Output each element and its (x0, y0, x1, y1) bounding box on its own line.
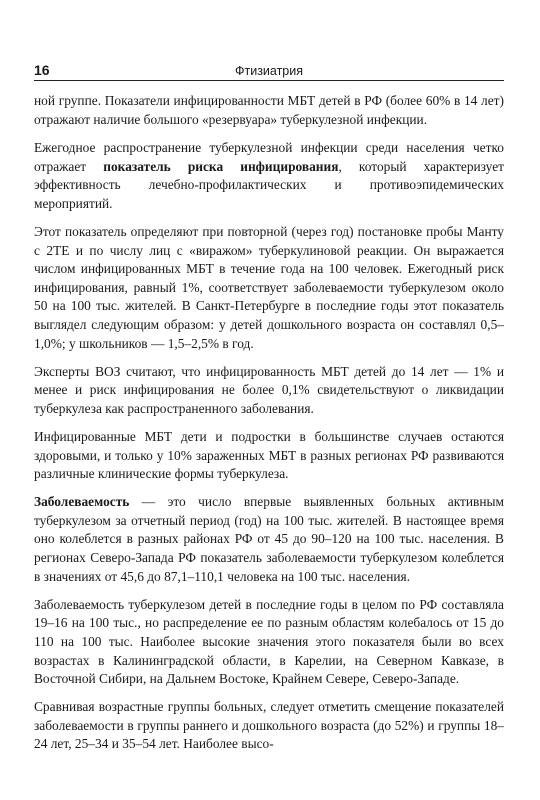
key-term-incidence: Заболеваемость (34, 494, 130, 510)
paragraph-text: , который характеризует эффективность лечебно-профилактических и противоэпидемических мероприятий. (34, 158, 504, 211)
paragraph-mantoux-test: Этот показатель определяют при повторной (через год) постановке пробы Манту с 2ТЕ и по числу лиц с «виражом» туберкулиновой реакции. Он выражается числом инфицированных МБТ в течение года на 100 человек. Ежегодный риск инфицирования, равный 1%, соответствует заболеваемости туберкулезом около 50 на 100 тыс. жителей. В Санкт-Петербурге в последние годы этот показатель выглядел следующим образом: у детей дошкольного возраста он составлял 0,5–1,0%; у школьников — 1,5–2,5% в год. (34, 224, 504, 351)
section-title: Фтизиатрия (234, 64, 304, 78)
paragraph-text: Ежегодное распространение туберкулезной инфекции среди населения четко отражает (34, 140, 504, 174)
key-term-infection-risk: показатель риска инфицирования (103, 158, 339, 174)
paragraph-infection-reservoir: ной группе. Показатели инфицированности МБТ детей в РФ (более 60% в 14 лет) отражают наличие большого «резервуара» туберкулезной инфекции. (34, 93, 504, 127)
paragraph-age-groups: Сравнивая возрастные группы больных, следует отметить смещение показателей заболеваемости в группы раннего и дошкольного возраста (до 52%) и группы 18–24 лет, 25–34 и 35–54 лет. Наиболее высо- (34, 699, 504, 752)
paragraph-infection-risk (34, 139, 504, 213)
page-number: 16 (34, 62, 50, 78)
paragraph-who-experts: Эксперты ВОЗ считают, что инфицированность МБТ детей до 14 лет — 1% и менее и риск инфицирования не более 0,1% свидетельствуют о ликвидации туберкулеза как распространенного заболевания. (34, 363, 504, 416)
paragraph-infected-children: Инфицированные МБТ дети и подростки в большинстве случаев остаются здоровыми, и только у 10% зараженных МБТ в разных регионах РФ развиваются различные клинические формы туберкулеза. (34, 429, 504, 482)
body-text (34, 92, 504, 764)
book-page (34, 0, 504, 800)
paragraph-text: — это число впервые выявленных больных активным туберкулезом за отчетный период (год) на 100 тыс. жителей. В настоящее время оно колеблется в разных районах РФ от 45 до 90–120 на 100 тыс. населения. В регионах Северо-Запада РФ показатель заболеваемости туберкулезом колеблется в значениях от 45,6 до 87,1–110,1 человека на 100 тыс. населения. (34, 494, 504, 584)
paragraph-child-incidence: Заболеваемость туберкулезом детей в последние годы в целом по РФ составляла 19–16 на 100 тыс., но распределение ее по разным областям колебалось от 15 до 110 на 100 тыс. Наиболее высокие значения этого показателя были во всех возрастах в Калининградской области, в Карелии, на Северном Кавказе, в Восточной Сибири, на Дальнем Востоке, Крайнем Севере, Северо-Западе. (34, 596, 504, 687)
running-header (34, 62, 504, 81)
paragraph-incidence-definition (34, 493, 504, 586)
